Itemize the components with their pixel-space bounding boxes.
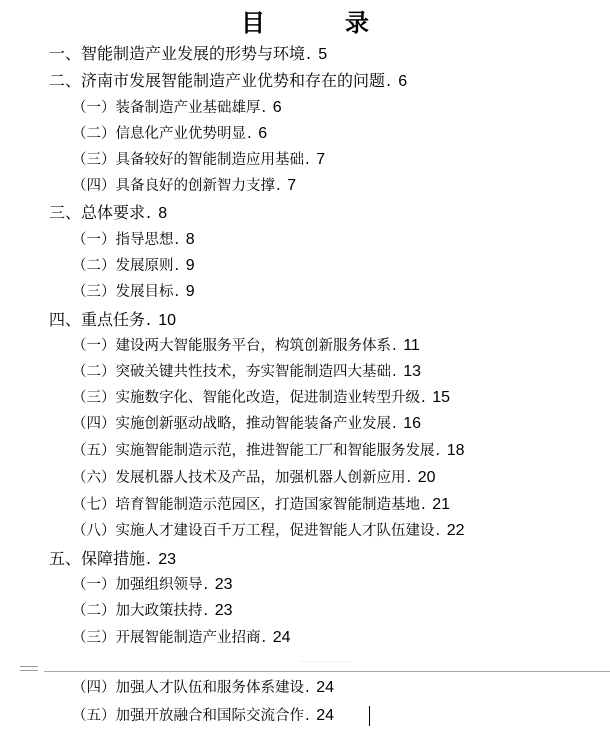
toc-entry-4-6[interactable]: （六）发展机器人技术及产品，加强机器人创新应用. 20 [72, 469, 436, 486]
toc-entry-4-2[interactable]: （二）突破关键共性技术，夯实智能制造四大基础. 13 [72, 363, 422, 380]
toc-entry-text: （六）发展机器人技术及产品，加强机器人创新应用 [72, 470, 406, 486]
toc-entry-page: 15 [432, 389, 451, 406]
toc-entry-2-2[interactable]: （二）信息化产业优势明显. 6 [72, 125, 268, 142]
toc-entry-2-1[interactable]: （一）装备制造产业基础雄厚. 6 [72, 99, 282, 116]
toc-entry-page: 22 [446, 522, 465, 539]
toc-entry-page: 24 [316, 679, 335, 696]
toc-entry-3-1[interactable]: （一）指导思想. 8 [72, 231, 195, 248]
toc-entry-page: 6 [272, 99, 282, 116]
toc-entry-text: （一）指导思想 [72, 232, 174, 248]
toc-entry-text: （一）装备制造产业基础雄厚 [72, 100, 261, 116]
toc-entry-5-2[interactable]: （二）加大政策扶持. 23 [72, 602, 233, 619]
toc-entry-text: （三）开展智能制造产业招商 [72, 630, 261, 646]
toc-entry-text: （二）发展原则 [72, 258, 174, 274]
toc-entry-page: 9 [185, 283, 195, 300]
toc-entry-2-3[interactable]: （三）具备较好的智能制造应用基础. 7 [72, 151, 326, 168]
toc-entry-5[interactable]: 五、保障措施. 23 [49, 549, 176, 568]
toc-entry-text: （五）加强开放融合和国际交流合作 [72, 708, 304, 724]
toc-entry-page: 23 [214, 602, 233, 619]
toc-entry-page: 6 [258, 125, 268, 142]
toc-entry-page: 9 [185, 257, 195, 274]
toc-entry-4-3[interactable]: （三）实施数字化、智能化改造，促进制造业转型升级. 15 [72, 389, 451, 406]
toc-entry-text: （七）培育智能制造示范园区，打造国家智能制造基地 [72, 497, 420, 513]
toc-entry-text: 三、总体要求 [49, 203, 146, 222]
toc-entry-1[interactable]: 一、智能制造产业发展的形势与环境. 5 [49, 44, 328, 63]
toc-entry-5-4[interactable]: （四）加强人才队伍和服务体系建设. 24 [72, 679, 335, 696]
toc-title: 目 录 [241, 9, 397, 37]
toc-entry-4-1[interactable]: （一）建设两大智能服务平台，构筑创新服务体系. 11 [72, 337, 420, 354]
toc-entry-page: 10 [158, 312, 176, 329]
text-cursor [369, 706, 370, 726]
toc-entry-text: （四）加强人才队伍和服务体系建设 [72, 680, 304, 696]
toc-entry-page: 8 [158, 205, 168, 222]
toc-entry-5-1[interactable]: （一）加强组织领导. 23 [72, 576, 233, 593]
toc-entry-3[interactable]: 三、总体要求. 8 [49, 203, 168, 222]
toc-entry-5-5[interactable]: （五）加强开放融合和国际交流合作. 24 [72, 707, 335, 724]
toc-entry-text: （一）建设两大智能服务平台，构筑创新服务体系 [72, 338, 391, 354]
toc-entry-page: 23 [158, 551, 176, 568]
page-break-marker-icon[interactable] [20, 666, 38, 675]
toc-entry-page: 24 [272, 629, 291, 646]
toc-entry-4-5[interactable]: （五）实施智能制造示范，推进智能工厂和智能服务发展. 18 [72, 442, 465, 459]
toc-entry-page: 8 [185, 231, 195, 248]
toc-entry-text: （一）加强组织领导 [72, 577, 203, 593]
toc-entry-page: 16 [403, 415, 422, 432]
toc-entry-page: 24 [316, 707, 335, 724]
toc-entry-page: 5 [318, 46, 328, 63]
toc-entry-page: 13 [403, 363, 422, 380]
toc-entry-2-4[interactable]: （四）具备良好的创新智力支撑. 7 [72, 177, 297, 194]
toc-entry-text: 四、重点任务 [49, 310, 146, 329]
page-break-line [44, 671, 610, 672]
toc-entry-page: 11 [403, 337, 420, 354]
toc-entry-text: 一、智能制造产业发展的形势与环境 [49, 44, 306, 63]
toc-entry-5-3[interactable]: （三）开展智能制造产业招商. 24 [72, 629, 291, 646]
toc-entry-4-4[interactable]: （四）实施创新驱动战略，推动智能装备产业发展. 16 [72, 415, 422, 432]
toc-entry-page: 20 [417, 469, 436, 486]
toc-entry-3-2[interactable]: （二）发展原则. 9 [72, 257, 195, 274]
toc-entry-page: 18 [446, 442, 465, 459]
toc-entry-4-7[interactable]: （七）培育智能制造示范园区，打造国家智能制造基地. 21 [72, 496, 451, 513]
toc-entry-page: 7 [316, 151, 326, 168]
toc-entry-page: 23 [214, 576, 233, 593]
toc-entry-page: 7 [287, 177, 297, 194]
toc-entry-page: 21 [432, 496, 451, 513]
toc-entry-page: 6 [398, 73, 408, 90]
toc-entry-4-8[interactable]: （八）实施人才建设百千万工程，促进智能人才队伍建设. 22 [72, 522, 465, 539]
page-break-ghost [301, 661, 351, 670]
toc-entry-text: （三）具备较好的智能制造应用基础 [72, 152, 304, 168]
toc-entry-4[interactable]: 四、重点任务. 10 [49, 310, 176, 329]
toc-entry-text: （三）发展目标 [72, 284, 174, 300]
toc-entry-text: （四）实施创新驱动战略，推动智能装备产业发展 [72, 416, 391, 432]
toc-entry-text: （四）具备良好的创新智力支撑 [72, 178, 275, 194]
toc-entry-text: （八）实施人才建设百千万工程，促进智能人才队伍建设 [72, 523, 435, 539]
toc-entry-text: （二）加大政策扶持 [72, 603, 203, 619]
toc-entry-text: （二）突破关键共性技术，夯实智能制造四大基础 [72, 364, 391, 380]
toc-entry-text: （五）实施智能制造示范，推进智能工厂和智能服务发展 [72, 443, 435, 459]
toc-entry-text: 五、保障措施 [49, 549, 146, 568]
toc-entry-text: （三）实施数字化、智能化改造，促进制造业转型升级 [72, 390, 420, 406]
toc-entry-3-3[interactable]: （三）发展目标. 9 [72, 283, 195, 300]
toc-entry-text: （二）信息化产业优势明显 [72, 126, 246, 142]
toc-entry-text: 二、济南市发展智能制造产业优势和存在的问题 [49, 71, 386, 90]
toc-entry-2[interactable]: 二、济南市发展智能制造产业优势和存在的问题. 6 [49, 71, 408, 90]
